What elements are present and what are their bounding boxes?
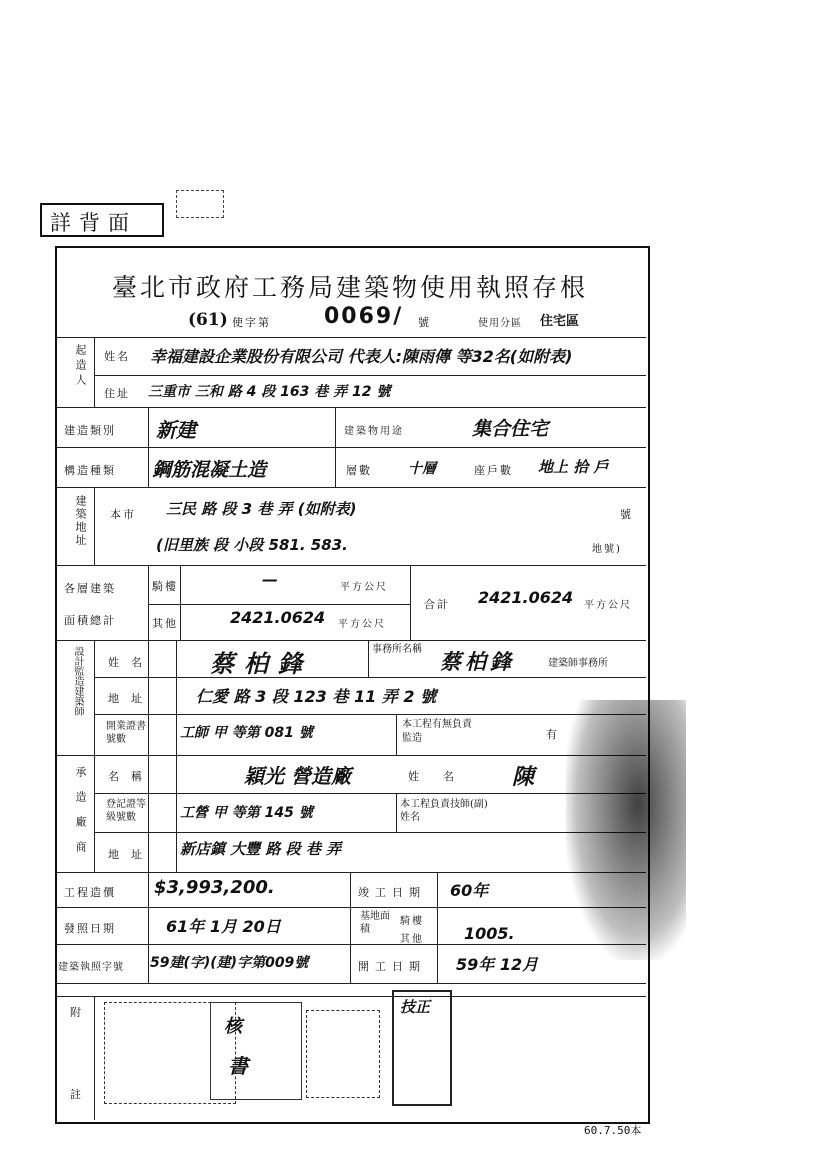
area-other-value: 2421.0624 (230, 608, 326, 627)
build-type-value: 新建 (156, 418, 196, 442)
base-value: 1005. (464, 924, 515, 943)
base-label: 基地面積 (360, 911, 390, 935)
permit-char-label: 使字第 (232, 316, 271, 329)
area-label-bottom: 面積總計 (64, 614, 116, 627)
permit-number: 0069/ (324, 304, 404, 329)
area-total-label: 合計 (424, 598, 450, 611)
site-lot-suffix: 地號) (592, 544, 622, 555)
floors-label: 層數 (346, 464, 372, 477)
build-use-label: 建築物用途 (344, 426, 404, 437)
site-road: 三民 路 段 3 巷 弄 (如附表) (166, 500, 357, 518)
designer-name-value: 蔡柏鋒 (210, 650, 312, 678)
zone-label: 使用分區 (478, 318, 522, 329)
seal-2-text: 書 (228, 1054, 248, 1078)
small-stamp-mark (176, 190, 224, 218)
build-use-value: 集合住宅 (472, 418, 549, 440)
area-label-top: 各層建築 (64, 582, 116, 595)
cost-label: 工程造價 (64, 886, 116, 899)
print-run: 60.7.50本 (584, 1124, 642, 1137)
base-arcade-label: 騎樓 (400, 916, 424, 927)
finish-label: 竣工日期 (358, 886, 426, 899)
contractor-person-value: 陳 (512, 765, 535, 790)
applicant-addr-value: 三重市 三和 路 4 段 163 巷 弄 12 號 (148, 384, 391, 400)
designer-office-value: 蔡柏鋒 (440, 650, 515, 674)
designer-license-value: 工師 甲 等第 081 號 (180, 725, 313, 741)
contractor-addr-label: 地址 (108, 848, 154, 861)
issue-label: 發照日期 (64, 922, 116, 935)
struct-value: 鋼筋混凝土造 (152, 459, 267, 481)
seal-3-text: 技正 (400, 998, 431, 1016)
site-city: 本市 (110, 508, 136, 521)
contractor-addr-value: 新店鎮 大豐 路 段 巷 弄 (180, 840, 342, 858)
area-other-label: 其他 (152, 617, 178, 630)
designer-license-label: 開業證書號數 (106, 721, 146, 745)
base-other-label: 其他 (400, 934, 424, 945)
designer-supervise-value: 有 (546, 728, 559, 741)
floors-value: 十層 (408, 461, 436, 477)
site-hao: 號 (620, 508, 633, 521)
permit-num-value: 59建(字)(建)字第009號 (150, 955, 309, 971)
contractor-person-label: 姓名 (408, 770, 478, 783)
households-label: 座戶數 (474, 464, 513, 477)
back-side-tag-label: 詳背面 (50, 211, 137, 235)
contractor-reg-value: 工營 甲 等第 145 號 (180, 805, 313, 821)
finish-value: 60年 (450, 881, 489, 900)
site-section-label: 建築地址 (74, 495, 87, 547)
notes-label-bottom: 註 (70, 1088, 83, 1101)
contractor-tech-label: 本工程負責技師(副)姓名 (400, 799, 488, 823)
designer-office-label: 事務所名稱 (372, 644, 422, 655)
area-total-value: 2421.0624 (478, 588, 574, 607)
permit-year: (61) (188, 310, 228, 330)
permit-num-label: 建築執照字號 (58, 962, 124, 973)
designer-section-label: 設計監造建築師 (72, 646, 83, 716)
contractor-section-label: 承造廠商 (74, 766, 87, 866)
applicant-name-label: 姓名 (104, 350, 130, 363)
area-arcade-label: 騎樓 (152, 580, 178, 593)
seal-box-3 (306, 1010, 380, 1098)
start-label: 開工日期 (358, 960, 426, 973)
designer-supervise-label: 本工程有無負責監造 (402, 719, 472, 744)
contractor-reg-label: 登記證等級號數 (106, 799, 146, 823)
form-title: 臺北市政府工務局建築物使用執照存根 (111, 273, 588, 302)
back-side-tag (40, 203, 164, 237)
applicant-addr-label: 住址 (104, 387, 130, 400)
area-arcade-unit: 平方公尺 (340, 582, 388, 593)
start-value: 59年 12月 (456, 955, 539, 974)
build-type-label: 建造類別 (64, 424, 116, 437)
ink-smudge (566, 700, 686, 960)
applicant-section-label: 起造人 (74, 344, 87, 389)
contractor-name-label: 名稱 (108, 770, 154, 783)
designer-name-label: 姓名 (108, 656, 154, 669)
area-other-unit: 平方公尺 (338, 619, 386, 630)
applicant-name-value: 幸福建設企業股份有限公司 代表人:陳雨傳 等32名(如附表) (150, 347, 573, 366)
permit-hao: 號 (418, 316, 431, 329)
site-lot: (旧里族 段 小段 581. 583. (156, 536, 348, 554)
designer-office-suffix: 建築師事務所 (548, 658, 608, 669)
seal-1-text: 核 (224, 1016, 242, 1037)
households-value: 地上 拾 戶 (538, 458, 609, 476)
designer-addr-value: 仁愛 路 3 段 123 巷 11 弄 2 號 (196, 687, 437, 706)
cost-value: $3,993,200. (154, 877, 275, 898)
zone-value: 住宅區 (540, 314, 580, 329)
designer-addr-label: 地址 (108, 692, 154, 705)
struct-label: 構造種類 (64, 464, 116, 477)
area-arcade-value: — (262, 570, 278, 589)
area-total-unit: 平方公尺 (584, 600, 632, 611)
notes-label-top: 附 (70, 1006, 83, 1019)
issue-value: 61年 1月 20日 (166, 917, 281, 936)
contractor-name-value: 穎光 營造廠 (244, 764, 351, 788)
